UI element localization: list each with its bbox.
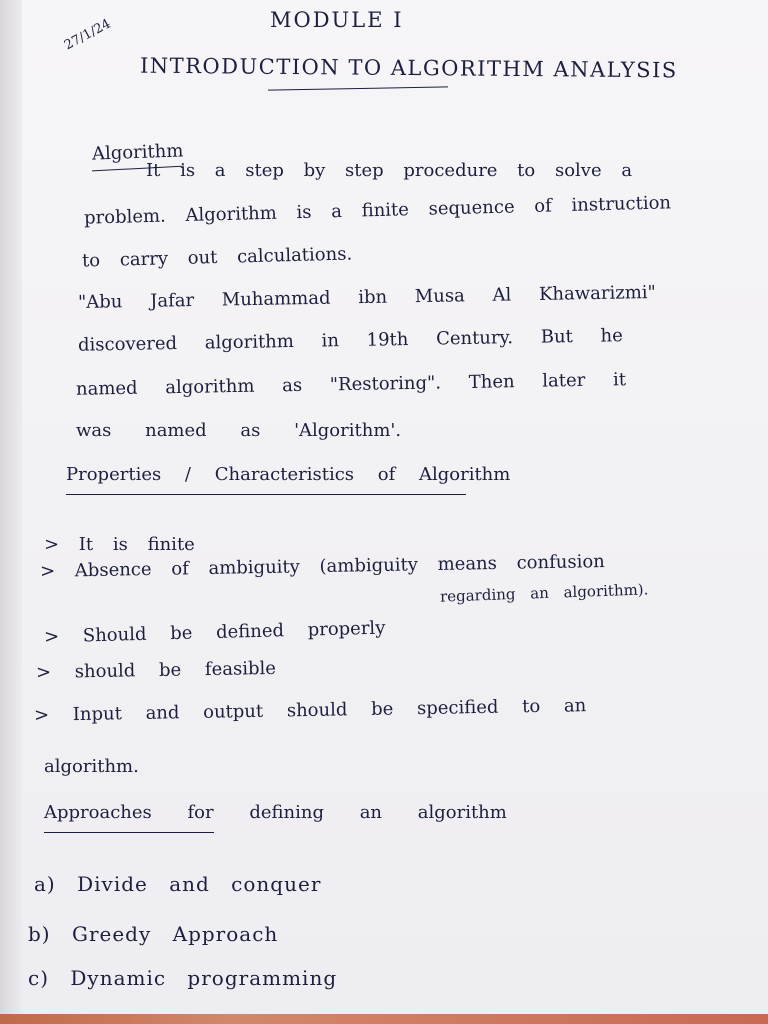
approach-item: a) Divide and conquer [34,872,322,896]
definition-line: to carry out calculations. [81,243,353,272]
properties-heading-underline [66,494,466,495]
properties-heading: Properties / Characteristics of Algorithm [66,464,511,485]
date: 27/1/24 [62,16,114,54]
module-title: MODULE I [270,8,404,32]
definition-line: problem. Algorithm is a finite sequence of instruction [83,192,672,229]
definition-line: discovered algorithm in 19th Century. But he [77,325,623,356]
definition-line: It is a step by step procedure to solve a [146,160,633,181]
title-underline [268,86,448,90]
property-item: regarding an algorithm). [439,580,649,606]
property-item: > Should be defined properly [43,617,386,648]
property-item: > should be feasible [35,657,277,684]
property-item: > It is finite [44,534,195,555]
approaches-heading-underline [44,832,214,833]
definition-line: was named as 'Algorithm'. [76,420,402,441]
approach-item: c) Dynamic programming [28,966,338,990]
property-item: > Input and output should be specified to an [33,695,587,726]
definition-line: "Abu Jafar Muhammad ibn Musa Al Khawarizmi" [77,281,657,314]
page-edge [0,1014,768,1024]
property-item: > Absence of ambiguity (ambiguity means confusion [39,551,605,582]
property-item: algorithm. [44,756,139,777]
approach-item: b) Greedy Approach [28,922,279,946]
algorithm-heading: Algorithm [91,140,184,165]
approaches-heading: Approaches for defining an algorithm [44,802,507,823]
page-title: INTRODUCTION TO ALGORITHM ANALYSIS [139,53,678,83]
definition-line: named algorithm as "Restoring". Then later it [75,369,627,400]
